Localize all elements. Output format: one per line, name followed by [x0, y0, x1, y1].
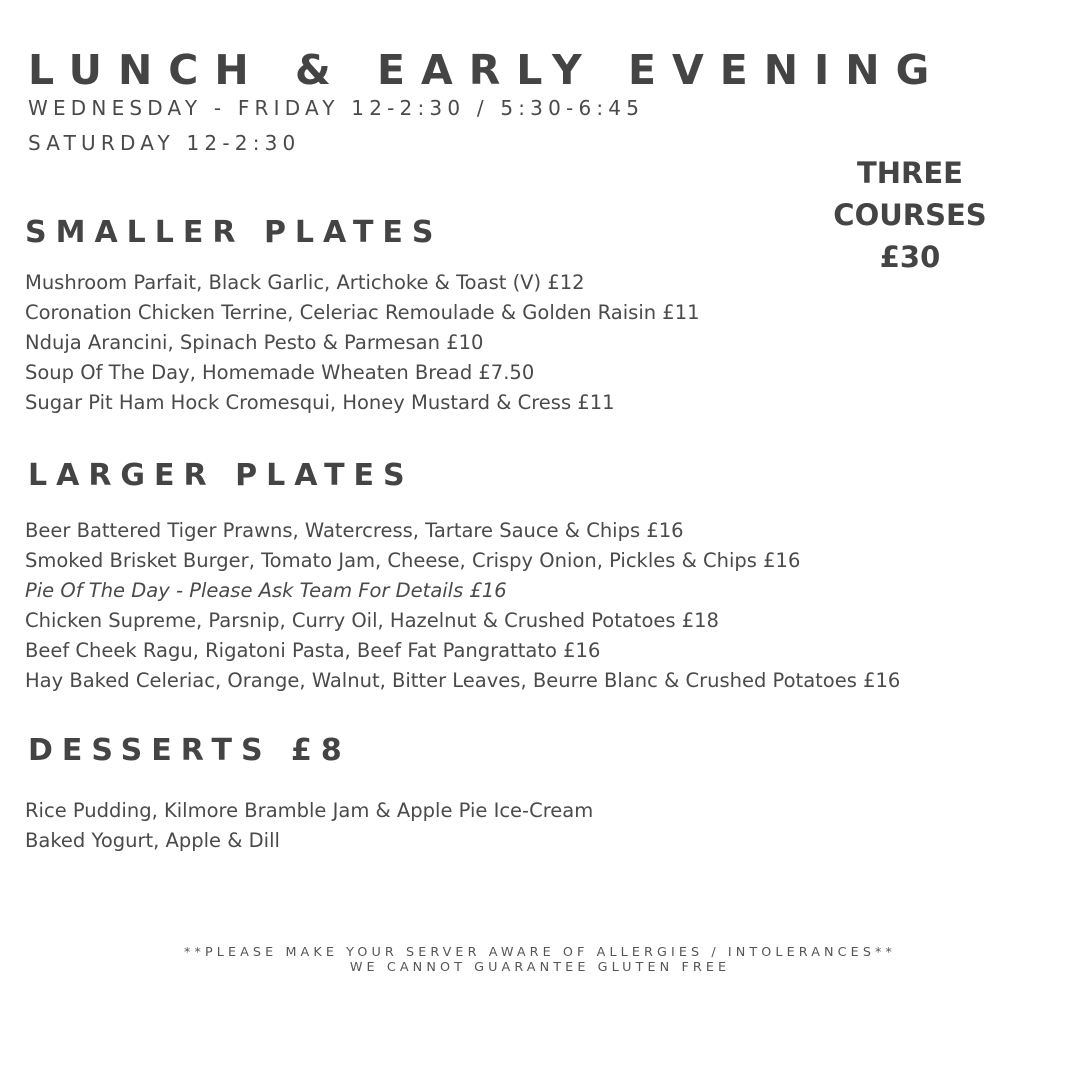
offer-line-2: COURSES [833, 198, 987, 232]
menu-item: Chicken Supreme, Parsnip, Curry Oil, Hazelnut & Crushed Potatoes £18 [25, 609, 719, 632]
menu-item: Nduja Arancini, Spinach Pesto & Parmesan £10 [25, 331, 484, 354]
opening-hours-saturday: SATURDAY 12-2:30 [28, 131, 301, 155]
offer-line-1: THREE [856, 156, 963, 190]
smaller-plates-heading: SMALLER PLATES [25, 215, 443, 250]
smaller-plates-list [25, 268, 700, 418]
menu-item: Smoked Brisket Burger, Tomato Jam, Cheese, Crispy Onion, Pickles & Chips £16 [25, 549, 801, 572]
menu-item: Mushroom Parfait, Black Garlic, Artichoke & Toast (V) £12 [25, 271, 585, 294]
desserts-list [25, 796, 593, 856]
larger-plates-heading: LARGER PLATES [28, 458, 414, 493]
menu-item: Baked Yogurt, Apple & Dill [25, 829, 280, 852]
menu-item: Rice Pudding, Kilmore Bramble Jam & Apple Pie Ice-Cream [25, 799, 594, 822]
menu-item: Beef Cheek Ragu, Rigatoni Pasta, Beef Fat Pangrattato £16 [25, 639, 601, 662]
desserts-heading: DESSERTS £8 [28, 733, 351, 768]
menu-item: Sugar Pit Ham Hock Cromesqui, Honey Mustard & Cress £11 [25, 391, 615, 414]
three-courses-offer [810, 152, 1010, 278]
offer-price: £30 [879, 240, 941, 274]
menu-item: Soup Of The Day, Homemade Wheaten Bread £7.50 [25, 361, 535, 384]
larger-plates-list [25, 516, 900, 696]
menu-item: Beer Battered Tiger Prawns, Watercress, Tartare Sauce & Chips £16 [25, 519, 684, 542]
allergy-notice: **PLEASE MAKE YOUR SERVER AWARE OF ALLERGIES / INTOLERANCES** [184, 945, 896, 960]
menu-item: Hay Baked Celeriac, Orange, Walnut, Bitter Leaves, Beurre Blanc & Crushed Potatoes £16 [25, 669, 901, 692]
menu-item: Pie Of The Day - Please Ask Team For Details £16 [25, 579, 507, 602]
menu-item: Coronation Chicken Terrine, Celeriac Remoulade & Golden Raisin £11 [25, 301, 700, 324]
menu-title: LUNCH & EARLY EVENING [28, 46, 946, 94]
opening-hours-weekday: WEDNESDAY - FRIDAY 12-2:30 / 5:30-6:45 [28, 96, 645, 120]
gluten-notice: WE CANNOT GUARANTEE GLUTEN FREE [349, 960, 731, 975]
